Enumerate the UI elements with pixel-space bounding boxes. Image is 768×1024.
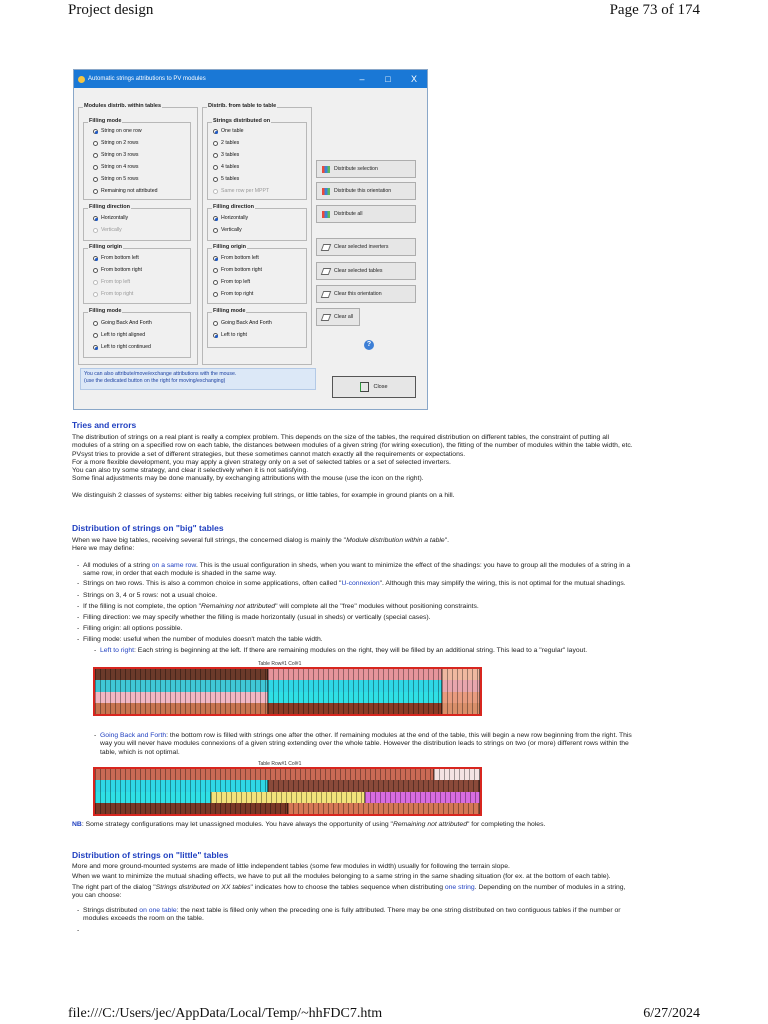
- group-label: Strings distributed on: [213, 118, 271, 124]
- radio-4-tables[interactable]: 4 tables: [213, 164, 239, 170]
- maximize-button[interactable]: □: [385, 74, 391, 84]
- distribute-orientation-button[interactable]: Distribute this orientation: [316, 182, 416, 200]
- radio-remaining-not-attributed[interactable]: Remaining not attributed: [93, 188, 158, 194]
- section-title-big-tables: Distribution of strings on "big" tables: [72, 523, 224, 533]
- left-to-right-link[interactable]: Left to right: [100, 647, 135, 654]
- help-icon[interactable]: ?: [364, 340, 374, 350]
- distribute-icon: [322, 188, 330, 195]
- radio-from-top-right-right[interactable]: From top right: [213, 291, 253, 297]
- strings-attribution-dialog: [73, 69, 428, 410]
- bullet-filling-mode: - Filling mode: useful when the number of modules doesn't match the table width.: [77, 636, 323, 643]
- group-label: Filling direction: [213, 204, 254, 210]
- table-illustration-back-and-forth: [93, 767, 482, 816]
- eraser-icon: [321, 291, 332, 298]
- table-caption: Table Row#1 Col#1: [258, 761, 302, 767]
- clear-all-button[interactable]: Clear all: [316, 308, 360, 326]
- group-label: Filling origin: [213, 244, 246, 250]
- group-label: Filling mode: [213, 308, 246, 314]
- section-body-little-tables: More and more ground-mounted systems are made of little independent tables (some few modules in width) usually for following the terrain slope. When we want to minimize the mutual shading effects, we have to put all the modules belonging to a same string in the same shading situation (for ex. at the bottom of each table). The right part of the dialog "Strings distributed on XX tables" indicates how to choose the tables sequence when distributing one string. Depending on the number of modules in a string, you can choose:: [72, 863, 626, 899]
- bullet-same-row: - All modules of a string on a same row. This is the usual configuration in sheds, when you want to minimize the effect of the shadings: you have to group all the modules of a string in a same row, in order that each module is shaded in the same way.: [77, 562, 631, 578]
- radio-left-to-right-aligned[interactable]: Left to right aligned: [93, 332, 145, 338]
- section-body-tries: The distribution of strings on a real plant is really a complex problem. This depends on the size of the tables, the required distribution on different tables, the constraint of putting all modules of a string on a specified row on each table, the distances between modules of a given string (for wiring execution), the fitting of the number of modules within the table width, etc. PVsyst tries to provide a set of different strategies, but these sometimes cannot match exactly all the requirements or expectations. For a more flexible development, you may apply a given strategy only on a set of selected tables or a set of selected inverters. You can also try some strategy, and clear it selectively when it is not satisfying. Some final adjustments may be done manually, by exchanging attributions with the mouse (use the icon on the right). We distinguish 2 classes of systems: either big tables receiving full strings, or little tables, for example in ground plants on a hill.: [72, 434, 633, 499]
- radio-from-bottom-right-right[interactable]: From bottom right: [213, 267, 262, 273]
- radio-2-tables[interactable]: 2 tables: [213, 140, 239, 146]
- radio-left-to-right-right[interactable]: Left to right: [213, 332, 247, 338]
- going-back-and-forth-link[interactable]: Going Back and Forth: [100, 732, 167, 739]
- section-title-little-tables: Distribution of strings on "little" tables: [72, 850, 229, 860]
- table-illustration-left-to-right: [93, 667, 482, 716]
- filling-mode-2-group-right: [207, 308, 307, 348]
- radio-from-bottom-left-right[interactable]: From bottom left: [213, 255, 259, 261]
- close-window-button[interactable]: X: [410, 74, 417, 84]
- section-intro-big-tables: When we have big tables, receiving several full strings, the concerned dialog is mainly the "Module distribution within a table". Here we may define:: [72, 537, 449, 553]
- footer-date: 6/27/2024: [643, 1006, 700, 1021]
- radio-vertically[interactable]: Vertically: [93, 227, 122, 233]
- filling-direction-group-right: [207, 204, 307, 241]
- info-box: [80, 368, 316, 390]
- distribute-all-button[interactable]: Distribute all: [316, 205, 416, 223]
- radio-from-bottom-right[interactable]: From bottom right: [93, 267, 142, 273]
- distribute-icon: [322, 166, 330, 173]
- filling-direction-group: [83, 204, 191, 241]
- radio-string-5-rows[interactable]: String on 5 rows: [93, 176, 138, 182]
- page-number: Page 73 of 174: [609, 2, 700, 18]
- radio-5-tables[interactable]: 5 tables: [213, 176, 239, 182]
- radio-same-row-per-mppt[interactable]: Same row per MPPT: [213, 188, 269, 194]
- page-header-title: Project design: [68, 2, 154, 18]
- clear-orientation-button[interactable]: Clear this orientation: [316, 285, 416, 303]
- radio-from-top-right[interactable]: From top right: [93, 291, 133, 297]
- table-caption: Table Row#1 Col#1: [258, 661, 302, 667]
- distribute-icon: [322, 211, 330, 218]
- group-label: Filling origin: [89, 244, 122, 250]
- clear-selected-inverters-button[interactable]: Clear selected inverters: [316, 238, 416, 256]
- radio-left-to-right-continued[interactable]: Left to right continued: [93, 344, 151, 350]
- group-label: Modules distrib. within tables: [84, 103, 162, 109]
- section-title-tries: Tries and errors: [72, 420, 137, 430]
- bullet-filling-origin: - Filling origin: all options possible.: [77, 625, 183, 632]
- info-line: You can also attribute/move/exchange attributions with the mouse.: [84, 371, 237, 377]
- radio-one-table[interactable]: One table: [213, 128, 244, 134]
- bullet-filling-direction: - Filling direction: we may specify whether the filling is made horizontally (usual in sheds) or vertically (special cases).: [77, 614, 431, 621]
- bullet-one-table: - Strings distributed on one table: the next table is filled only when the preceding one is fully attributed. There may be one string distributed on two contiguous tables if the number or modules exceeds the room on the table.: [77, 907, 621, 923]
- eraser-icon: [321, 314, 332, 321]
- info-line: (use the dedicated button on the right for moving/exchanging): [84, 378, 226, 384]
- radio-string-3-rows[interactable]: String on 3 rows: [93, 152, 138, 158]
- bullet-3-4-5-rows: - Strings on 3, 4 or 5 rows: not a usual choice.: [77, 592, 218, 599]
- u-connexion-link[interactable]: U-connexion: [341, 580, 380, 587]
- radio-going-back-and-forth-right[interactable]: Going Back And Forth: [213, 320, 272, 326]
- radio-string-4-rows[interactable]: String on 4 rows: [93, 164, 138, 170]
- radio-from-top-left[interactable]: From top left: [93, 279, 130, 285]
- eraser-icon: [321, 244, 332, 251]
- radio-string-2-rows[interactable]: String on 2 rows: [93, 140, 138, 146]
- same-row-link[interactable]: on a same row: [151, 562, 196, 569]
- dialog-title-bar: [74, 70, 427, 88]
- distribute-selection-button[interactable]: Distribute selection: [316, 160, 416, 178]
- radio-horizontally[interactable]: Horizontally: [93, 215, 128, 221]
- group-label: Filling mode: [89, 118, 122, 124]
- sub-bullet-left-to-right: - Left to right: Each string is beginning at the left. If there are remaining modules on the right, they will be filled by an additional string. This lead to a "regular" layout.: [94, 647, 588, 654]
- radio-3-tables[interactable]: 3 tables: [213, 152, 239, 158]
- radio-from-bottom-left[interactable]: From bottom left: [93, 255, 139, 261]
- radio-horizontally-right[interactable]: Horizontally: [213, 215, 248, 221]
- radio-from-top-left-right[interactable]: From top left: [213, 279, 250, 285]
- radio-string-one-row[interactable]: String on one row: [93, 128, 142, 134]
- bullet-two-rows: - Strings on two rows. This is also a common choice in some applications, often called "U-connexion". Although this may simplify the wiring, this is not optimal for the mutual shadings.: [77, 580, 626, 587]
- radio-vertically-right[interactable]: Vertically: [213, 227, 242, 233]
- bullet-remaining: - If the filling is not complete, the option "Remaining not attributed" will complete all the "free" modules without positioning constraints.: [77, 603, 479, 610]
- clear-selected-tables-button[interactable]: Clear selected tables: [316, 262, 416, 280]
- group-label: Filling direction: [89, 204, 130, 210]
- on-one-table-link[interactable]: on one table: [139, 907, 177, 914]
- close-button[interactable]: Close: [332, 376, 416, 398]
- group-label: Filling mode: [89, 308, 122, 314]
- radio-going-back-and-forth[interactable]: Going Back And Forth: [93, 320, 152, 326]
- note-unassigned-modules: NB: Some strategy configurations may let unassigned modules. You have always the opportunity of using "Remaining not attributed" for completing the holes.: [72, 821, 546, 828]
- minimize-button[interactable]: –: [359, 74, 365, 84]
- sub-bullet-back-and-forth: - Going Back and Forth: the bottom row is filled with strings one after the other. If remaining modules at the end of the table, this will begin a new row beginning from the right. This way you will never have modules connexions of a given string extending over the whole table. However the distribution leads to strings on two (or more) different rows within the table, which is not optimal.: [94, 732, 632, 756]
- eraser-icon: [321, 268, 332, 275]
- footer-file-path: file:///C:/Users/jec/AppData/Local/Temp/~hhFDC7.htm: [68, 1006, 383, 1021]
- group-label: Distrib. from table to table: [208, 103, 277, 109]
- one-string-link[interactable]: one string: [444, 883, 475, 891]
- nb-label: NB: [72, 821, 82, 828]
- dialog-title: Automatic strings attributions to PV modules: [88, 76, 206, 82]
- exit-icon: [360, 382, 369, 392]
- app-icon: [78, 76, 85, 83]
